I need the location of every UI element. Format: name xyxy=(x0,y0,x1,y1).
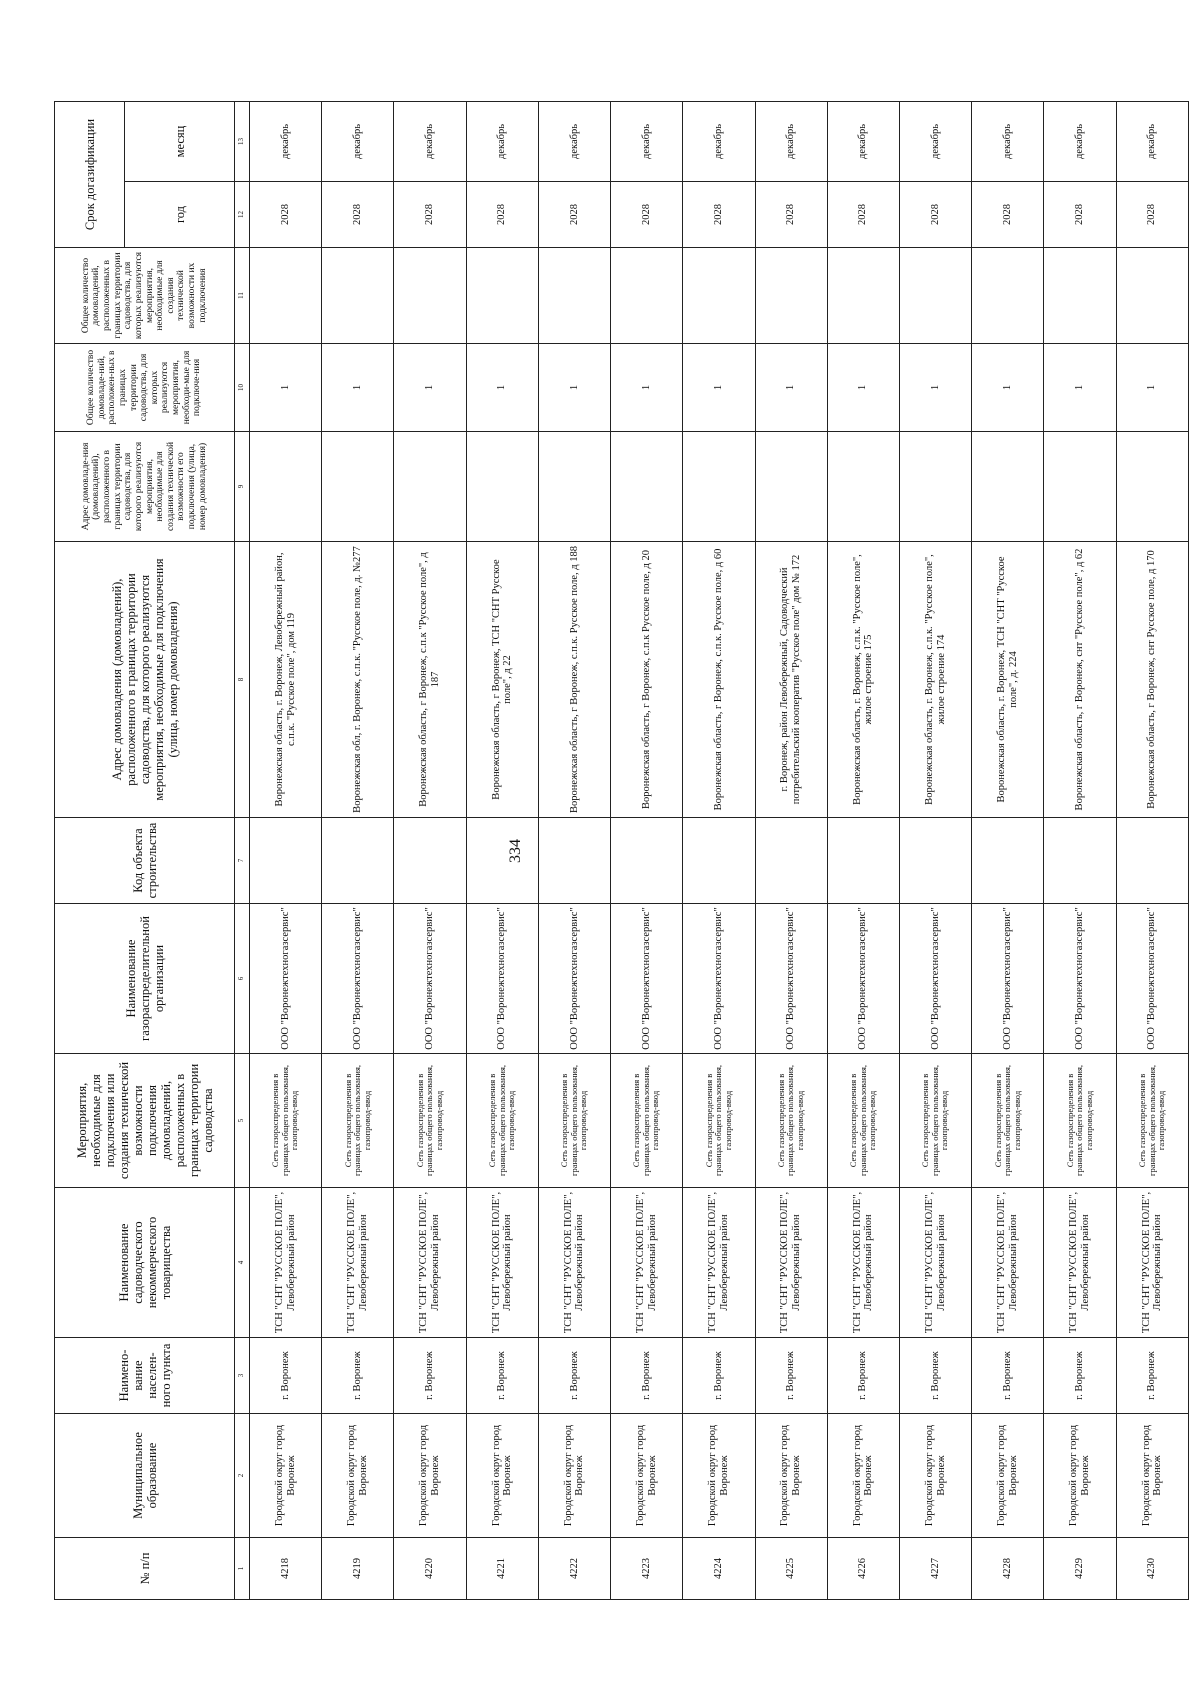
header-object-code: Код объекта строительства xyxy=(55,818,235,904)
total-households-cell: 1 xyxy=(683,344,755,432)
measures-cell: Сеть газораспределения в границах общего пользования, газопровод-ввод xyxy=(899,1054,971,1188)
row-number-cell: 4228 xyxy=(972,1538,1044,1600)
gas-company-cell: ООО "Воронежтехногазсервис" xyxy=(827,904,899,1054)
address-technical-cell xyxy=(899,432,971,542)
header-total: Общее количество домовладе-ний, расположен-ных в границах территории садоводства, для которых реализуются мероприятия, необходи-мые для подключе-ния xyxy=(55,344,235,432)
snt-name-cell: ТСН "СНТ "РУССКОЕ ПОЛЕ", Левобережный район xyxy=(899,1188,971,1338)
gas-company-cell: ООО "Воронежтехногазсервис" xyxy=(755,904,827,1054)
table-body xyxy=(250,102,1189,1600)
row-number-cell: 4227 xyxy=(899,1538,971,1600)
year-cell: 2028 xyxy=(538,182,610,248)
snt-name-cell: ТСН "СНТ "РУССКОЕ ПОЛЕ", Левобережный район xyxy=(1116,1188,1188,1338)
col-number: 13 xyxy=(235,102,250,182)
total-technical-cell xyxy=(1116,248,1188,344)
table-row xyxy=(466,102,538,1600)
total-technical-cell xyxy=(899,248,971,344)
row-number-cell: 4224 xyxy=(683,1538,755,1600)
measures-cell: Сеть газораспределения в границах общего пользования, газопровод-ввод xyxy=(755,1054,827,1188)
month-cell: декабрь xyxy=(466,102,538,182)
gas-company-cell: ООО "Воронежтехногазсервис" xyxy=(1044,904,1116,1054)
locality-cell: г. Воронеж xyxy=(899,1338,971,1414)
municipality-cell: Городской округ город Воронеж xyxy=(611,1414,683,1538)
gas-company-cell: ООО "Воронежтехногазсервис" xyxy=(322,904,394,1054)
address-cell: Воронежская область, г Воронеж, ТСН "СНТ Русское поле", д 22 xyxy=(466,542,538,818)
measures-cell: Сеть газораспределения в границах общего пользования, газопровод-ввод xyxy=(322,1054,394,1188)
total-technical-cell xyxy=(1044,248,1116,344)
address-cell: Воронежская область, г. Воронеж, с.п.к. "Русское поле", жилое строение 175 xyxy=(827,542,899,818)
address-cell: Воронежская область, г. Воронеж, Левобережный район, с.п.к. "Русское поле", дом 119 xyxy=(250,542,322,818)
year-cell: 2028 xyxy=(394,182,466,248)
municipality-cell: Городской округ город Воронеж xyxy=(1044,1414,1116,1538)
address-technical-cell xyxy=(250,432,322,542)
snt-name-cell: ТСН "СНТ "РУССКОЕ ПОЛЕ", Левобережный район xyxy=(683,1188,755,1338)
table-row xyxy=(611,102,683,1600)
row-number-cell: 4229 xyxy=(1044,1538,1116,1600)
col-number: 10 xyxy=(235,344,250,432)
locality-cell: г. Воронеж xyxy=(1044,1338,1116,1414)
table-row xyxy=(250,102,322,1600)
address-technical-cell xyxy=(827,432,899,542)
locality-cell: г. Воронеж xyxy=(683,1338,755,1414)
header-year: год xyxy=(125,182,235,248)
total-households-cell: 1 xyxy=(466,344,538,432)
header-num: № п/п xyxy=(55,1538,235,1600)
locality-cell: г. Воронеж xyxy=(250,1338,322,1414)
gas-company-cell: ООО "Воронежтехногазсервис" xyxy=(611,904,683,1054)
measures-cell: Сеть газораспределения в границах общего пользования, газопровод-ввод xyxy=(1116,1054,1188,1188)
snt-name-cell: ТСН "СНТ "РУССКОЕ ПОЛЕ", Левобережный район xyxy=(250,1188,322,1338)
year-cell: 2028 xyxy=(1044,182,1116,248)
snt-name-cell: ТСН "СНТ "РУССКОЕ ПОЛЕ", Левобережный район xyxy=(1044,1188,1116,1338)
total-households-cell: 1 xyxy=(538,344,610,432)
row-number-cell: 4230 xyxy=(1116,1538,1188,1600)
header-gdo: Наименование газораспределительной организации xyxy=(55,904,235,1054)
object-code-cell xyxy=(1044,818,1116,904)
total-technical-cell xyxy=(683,248,755,344)
locality-cell: г. Воронеж xyxy=(972,1338,1044,1414)
table-row xyxy=(899,102,971,1600)
address-technical-cell xyxy=(972,432,1044,542)
gas-company-cell: ООО "Воронежтехногазсервис" xyxy=(899,904,971,1054)
table-row xyxy=(827,102,899,1600)
month-cell: декабрь xyxy=(899,102,971,182)
col-number: 12 xyxy=(235,182,250,248)
gas-company-cell: ООО "Воронежтехногазсервис" xyxy=(683,904,755,1054)
table-row xyxy=(683,102,755,1600)
year-cell: 2028 xyxy=(827,182,899,248)
col-number: 4 xyxy=(235,1188,250,1338)
object-code-cell xyxy=(827,818,899,904)
address-cell: Воронежская область, г. Воронеж, ТСН "СНТ "Русское поле", д. 224 xyxy=(972,542,1044,818)
col-number: 11 xyxy=(235,248,250,344)
locality-cell: г. Воронеж xyxy=(538,1338,610,1414)
col-number: 9 xyxy=(235,432,250,542)
col-number: 2 xyxy=(235,1414,250,1538)
total-technical-cell xyxy=(538,248,610,344)
gasification-table xyxy=(54,101,1189,1600)
measures-cell: Сеть газораспределения в границах общего пользования, газопровод-ввод xyxy=(538,1054,610,1188)
locality-cell: г. Воронеж xyxy=(611,1338,683,1414)
locality-cell: г. Воронеж xyxy=(827,1338,899,1414)
address-cell: Воронежская обл, г. Воронеж, с.п.к. "Русское поле, д. №277 xyxy=(322,542,394,818)
object-code-cell xyxy=(683,818,755,904)
address-cell: Воронежская область, г Воронеж, с.п.к. Русское поле, д 60 xyxy=(683,542,755,818)
header-address: Адрес домовладения (домовладений), расположенного в границах территории садоводства, для которого реализуются мероприятия, необходимые для подключения (улица, номер домовладения) xyxy=(55,542,235,818)
month-cell: декабрь xyxy=(1116,102,1188,182)
object-code-cell xyxy=(394,818,466,904)
municipality-cell: Городской округ город Воронеж xyxy=(827,1414,899,1538)
row-number-cell: 4221 xyxy=(466,1538,538,1600)
year-cell: 2028 xyxy=(611,182,683,248)
row-number-cell: 4220 xyxy=(394,1538,466,1600)
locality-cell: г. Воронеж xyxy=(322,1338,394,1414)
gas-company-cell: ООО "Воронежтехногазсервис" xyxy=(250,904,322,1054)
month-cell: декабрь xyxy=(538,102,610,182)
row-number-cell: 4223 xyxy=(611,1538,683,1600)
row-number-cell: 4222 xyxy=(538,1538,610,1600)
col-number: 5 xyxy=(235,1054,250,1188)
object-code-cell xyxy=(755,818,827,904)
header-snt: Наименование садоводческого некоммерческого товарищества xyxy=(55,1188,235,1338)
measures-cell: Сеть газораспределения в границах общего пользования, газопровод-ввод xyxy=(827,1054,899,1188)
address-cell: Воронежская область, г Воронеж, с.п.к. Русское поле, д 188 xyxy=(538,542,610,818)
snt-name-cell: ТСН "СНТ "РУССКОЕ ПОЛЕ", Левобережный район xyxy=(538,1188,610,1338)
municipality-cell: Городской округ город Воронеж xyxy=(899,1414,971,1538)
municipality-cell: Городской округ город Воронеж xyxy=(1116,1414,1188,1538)
locality-cell: г. Воронеж xyxy=(466,1338,538,1414)
col-number: 8 xyxy=(235,542,250,818)
month-cell: декабрь xyxy=(1044,102,1116,182)
total-households-cell: 1 xyxy=(322,344,394,432)
gas-company-cell: ООО "Воронежтехногазсервис" xyxy=(466,904,538,1054)
snt-name-cell: ТСН "СНТ "РУССКОЕ ПОЛЕ", Левобережный район xyxy=(972,1188,1044,1338)
month-cell: декабрь xyxy=(394,102,466,182)
snt-name-cell: ТСН "СНТ "РУССКОЕ ПОЛЕ", Левобережный район xyxy=(755,1188,827,1338)
address-cell: Воронежская область, г. Воронеж, с.п.к. "Русское поле", жилое строение 174 xyxy=(899,542,971,818)
gas-company-cell: ООО "Воронежтехногазсервис" xyxy=(538,904,610,1054)
table-row xyxy=(538,102,610,1600)
page-number: 334 xyxy=(507,839,524,863)
address-technical-cell xyxy=(538,432,610,542)
total-technical-cell xyxy=(827,248,899,344)
municipality-cell: Городской округ город Воронеж xyxy=(972,1414,1044,1538)
gas-company-cell: ООО "Воронежтехногазсервис" xyxy=(1116,904,1188,1054)
snt-name-cell: ТСН "СНТ "РУССКОЕ ПОЛЕ", Левобережный район xyxy=(611,1188,683,1338)
measures-cell: Сеть газораспределения в границах общего пользования, газопровод-ввод xyxy=(972,1054,1044,1188)
month-cell: декабрь xyxy=(972,102,1044,182)
year-cell: 2028 xyxy=(250,182,322,248)
municipality-cell: Городской округ город Воронеж xyxy=(394,1414,466,1538)
year-cell: 2028 xyxy=(683,182,755,248)
total-technical-cell xyxy=(611,248,683,344)
rotated-table-sheet xyxy=(54,102,1189,1600)
address-cell: Воронежская область, г Воронеж, снт Русское поле, д 170 xyxy=(1116,542,1188,818)
total-households-cell: 1 xyxy=(827,344,899,432)
year-cell: 2028 xyxy=(755,182,827,248)
municipality-cell: Городской округ город Воронеж xyxy=(755,1414,827,1538)
table-row xyxy=(322,102,394,1600)
measures-cell: Сеть газораспределения в границах общего пользования, газопровод-ввод xyxy=(611,1054,683,1188)
gas-company-cell: ООО "Воронежтехногазсервис" xyxy=(394,904,466,1054)
municipality-cell: Городской округ город Воронеж xyxy=(683,1414,755,1538)
snt-name-cell: ТСН "СНТ "РУССКОЕ ПОЛЕ", Левобережный район xyxy=(827,1188,899,1338)
header-address-technical: Адрес домовладе-ния (домовладений), расположенного в границах территории садоводства, для которого реализуются мероприятия, необходимые для создания технической возможности его подключения (улица, номер домовладения) xyxy=(55,432,235,542)
address-technical-cell xyxy=(1116,432,1188,542)
table-row xyxy=(394,102,466,1600)
total-technical-cell xyxy=(250,248,322,344)
locality-cell: г. Воронеж xyxy=(1116,1338,1188,1414)
object-code-cell xyxy=(322,818,394,904)
total-households-cell: 1 xyxy=(250,344,322,432)
month-cell: декабрь xyxy=(611,102,683,182)
gas-company-cell: ООО "Воронежтехногазсервис" xyxy=(972,904,1044,1054)
municipality-cell: Городской округ город Воронеж xyxy=(250,1414,322,1538)
column-number-row xyxy=(235,102,250,1600)
total-households-cell: 1 xyxy=(755,344,827,432)
month-cell: декабрь xyxy=(250,102,322,182)
total-households-cell: 1 xyxy=(611,344,683,432)
total-technical-cell xyxy=(322,248,394,344)
address-cell: Воронежская область, г Воронеж, с.п.к Русское поле, д 20 xyxy=(611,542,683,818)
address-technical-cell xyxy=(611,432,683,542)
total-technical-cell xyxy=(466,248,538,344)
table-row xyxy=(755,102,827,1600)
month-cell: декабрь xyxy=(683,102,755,182)
year-cell: 2028 xyxy=(466,182,538,248)
measures-cell: Сеть газораспределения в границах общего пользования, газопровод-ввод xyxy=(250,1054,322,1188)
col-number: 1 xyxy=(235,1538,250,1600)
address-cell: Воронежская область, г Воронеж, с.п.к "Русское поле", д 187 xyxy=(394,542,466,818)
snt-name-cell: ТСН "СНТ "РУССКОЕ ПОЛЕ", Левобережный район xyxy=(322,1188,394,1338)
row-number-cell: 4218 xyxy=(250,1538,322,1600)
measures-cell: Сеть газораспределения в границах общего пользования, газопровод-ввод xyxy=(394,1054,466,1188)
object-code-cell xyxy=(611,818,683,904)
measures-cell: Сеть газораспределения в границах общего пользования, газопровод-ввод xyxy=(1044,1054,1116,1188)
year-cell: 2028 xyxy=(972,182,1044,248)
measures-cell: Сеть газораспределения в границах общего пользования, газопровод-ввод xyxy=(466,1054,538,1188)
col-number: 3 xyxy=(235,1338,250,1414)
month-cell: декабрь xyxy=(827,102,899,182)
object-code-cell xyxy=(1116,818,1188,904)
object-code-cell xyxy=(250,818,322,904)
snt-name-cell: ТСН "СНТ "РУССКОЕ ПОЛЕ", Левобережный район xyxy=(466,1188,538,1338)
total-technical-cell xyxy=(755,248,827,344)
address-technical-cell xyxy=(683,432,755,542)
month-cell: декабрь xyxy=(322,102,394,182)
object-code-cell xyxy=(466,818,538,904)
total-technical-cell xyxy=(394,248,466,344)
total-households-cell: 1 xyxy=(899,344,971,432)
row-number-cell: 4226 xyxy=(827,1538,899,1600)
header-total-technical: Общее количество домовладений, расположенных в границах территории садоводства, для которых реализуются мероприятия, необходимые для создания технической возможности их подключения xyxy=(55,248,235,344)
locality-cell: г. Воронеж xyxy=(755,1338,827,1414)
year-cell: 2028 xyxy=(322,182,394,248)
year-cell: 2028 xyxy=(899,182,971,248)
month-cell: декабрь xyxy=(755,102,827,182)
table-row xyxy=(972,102,1044,1600)
total-households-cell: 1 xyxy=(394,344,466,432)
total-households-cell: 1 xyxy=(1116,344,1188,432)
year-cell: 2028 xyxy=(1116,182,1188,248)
measures-cell: Сеть газораспределения в границах общего пользования, газопровод-ввод xyxy=(683,1054,755,1188)
municipality-cell: Городской округ город Воронеж xyxy=(466,1414,538,1538)
header-locality: Наимено-вание населен-ного пункта xyxy=(55,1338,235,1414)
address-technical-cell xyxy=(1044,432,1116,542)
locality-cell: г. Воронеж xyxy=(394,1338,466,1414)
header-month: месяц xyxy=(125,102,235,182)
address-technical-cell xyxy=(322,432,394,542)
municipality-cell: Городской округ город Воронеж xyxy=(322,1414,394,1538)
table-row xyxy=(1044,102,1116,1600)
header-deadline: Срок догазификации xyxy=(55,102,125,248)
header-municipality: Муниципальное образование xyxy=(55,1414,235,1538)
total-households-cell: 1 xyxy=(1044,344,1116,432)
address-technical-cell xyxy=(394,432,466,542)
table-row xyxy=(1116,102,1188,1600)
object-code-cell xyxy=(538,818,610,904)
total-technical-cell xyxy=(972,248,1044,344)
snt-name-cell: ТСН "СНТ "РУССКОЕ ПОЛЕ", Левобережный район xyxy=(394,1188,466,1338)
address-cell: Воронежская область, г Воронеж, снт "Русское поле", д 62 xyxy=(1044,542,1116,818)
header-measures: Мероприятия, необходимые для подключения или создания технической возможности подключения домовладений, расположенных в границах территории садоводства xyxy=(55,1054,235,1188)
municipality-cell: Городской округ город Воронеж xyxy=(538,1414,610,1538)
row-number-cell: 4225 xyxy=(755,1538,827,1600)
col-number: 6 xyxy=(235,904,250,1054)
object-code-cell xyxy=(972,818,1044,904)
total-households-cell: 1 xyxy=(972,344,1044,432)
row-number-cell: 4219 xyxy=(322,1538,394,1600)
address-technical-cell xyxy=(466,432,538,542)
object-code-cell xyxy=(899,818,971,904)
address-technical-cell xyxy=(755,432,827,542)
col-number: 7 xyxy=(235,818,250,904)
address-cell: г. Воронеж, район Левобережный, Садоводческий потребительский кооператив "Русское поле" дом № 172 xyxy=(755,542,827,818)
